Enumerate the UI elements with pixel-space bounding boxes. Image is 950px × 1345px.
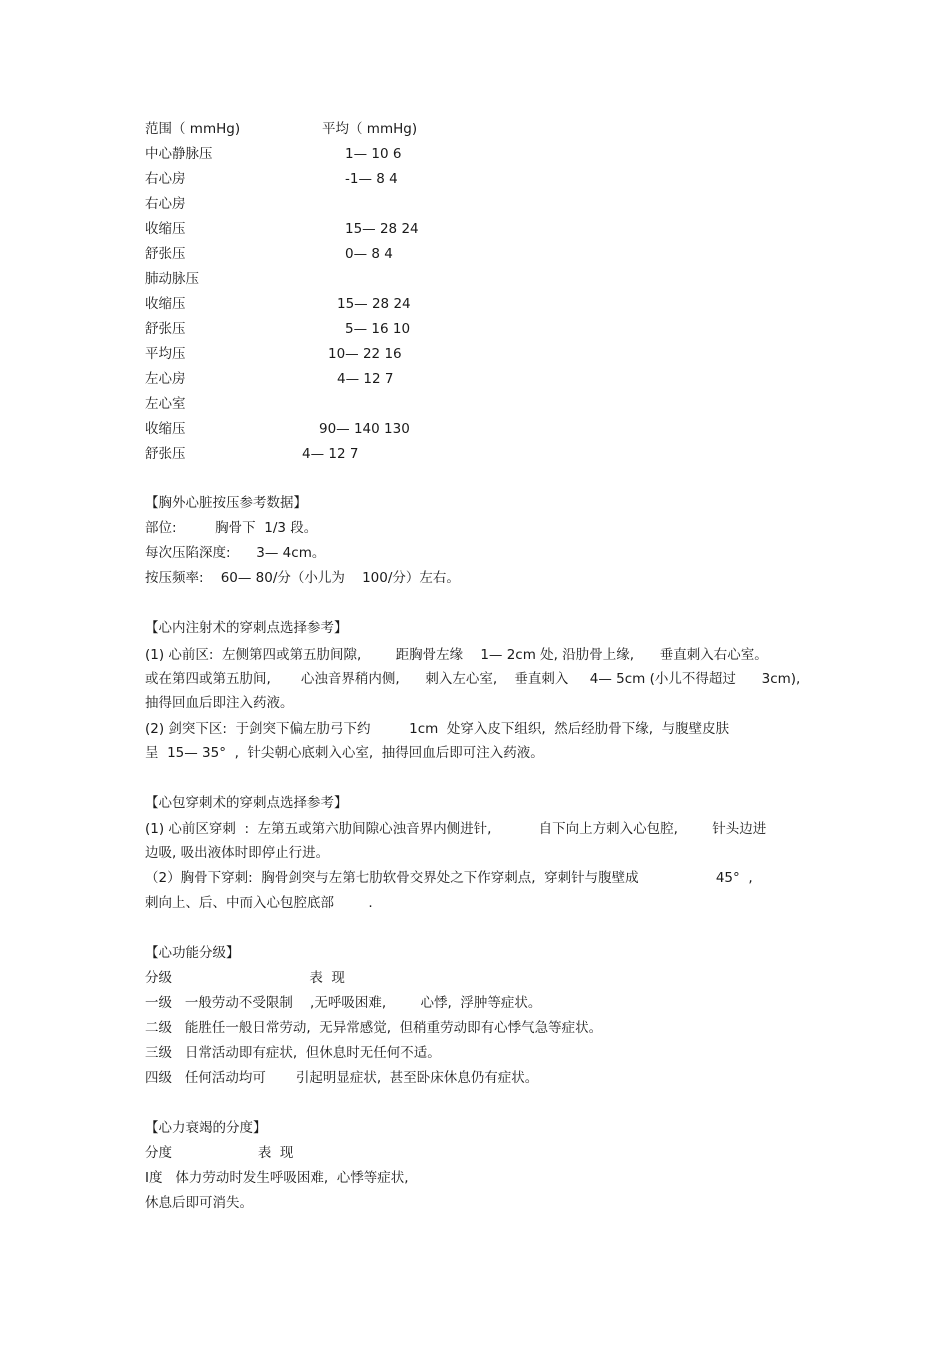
paragraph-line: 刺向上、后、中而入心包腔底部 . bbox=[145, 895, 373, 911]
table-row-value: 4— 12 7 bbox=[337, 371, 394, 387]
table-row-label: 右心房 bbox=[145, 196, 186, 212]
list-item: 一级 一般劳动不受限制 ,无呼吸困难, 心悸, 浮肿等症状。 bbox=[145, 995, 542, 1011]
grade-header: 分级 表 现 bbox=[145, 970, 345, 986]
table-row-value: 1— 10 6 bbox=[345, 146, 402, 162]
paragraph-line: (1) 心前区穿刺 : 左第五或第六肋间隙心浊音界内侧进针, 自下向上方刺入心包腔, 针头边进 bbox=[145, 821, 767, 837]
section-title-heart-failure: 【心力衰竭的分度】 bbox=[145, 1120, 267, 1136]
table-row-value: 15— 28 24 bbox=[345, 221, 419, 237]
list-item: 三级 日常活动即有症状, 但休息时无任何不适。 bbox=[145, 1045, 441, 1061]
table-row-value: 0— 8 4 bbox=[345, 246, 393, 262]
list-item: 二级 能胜任一般日常劳动, 无异常感觉, 但稍重劳动即有心悸气急等症状。 bbox=[145, 1020, 603, 1036]
list-item: Ⅰ度 体力劳动时发生呼吸困难, 心悸等症状, bbox=[145, 1170, 409, 1186]
table-row-value: 4— 12 7 bbox=[302, 446, 359, 462]
table-row-label: 左心室 bbox=[145, 396, 186, 412]
table-header-range: 范围（ mmHg) bbox=[145, 121, 241, 137]
degree-header: 分度 表 现 bbox=[145, 1145, 294, 1161]
paragraph-line: 呈 15— 35° , 针尖朝心底刺入心室, 抽得回血后即可注入药液。 bbox=[145, 745, 544, 761]
paragraph-line: 或在第四或第五肋间, 心浊音界稍内侧, 刺入左心室, 垂直刺入 4— 5cm (小儿不得超过 3cm), bbox=[145, 671, 801, 687]
paragraph-line: （2）胸骨下穿刺: 胸骨剑突与左第七肋软骨交界处之下作穿刺点, 穿刺针与腹壁成 45° , bbox=[145, 870, 753, 886]
list-item: 四级 任何活动均可 引起明显症状, 甚至卧床休息仍有症状。 bbox=[145, 1070, 539, 1086]
cpr-depth: 每次压陷深度: 3— 4cm。 bbox=[145, 545, 326, 561]
table-row-label: 平均压 bbox=[145, 346, 186, 362]
table-row-label: 舒张压 bbox=[145, 321, 186, 337]
section-title-pericardio: 【心包穿刺术的穿刺点选择参考】 bbox=[145, 795, 348, 811]
table-row-label: 肺动脉压 bbox=[145, 271, 199, 287]
table-header-average: 平均（ mmHg) bbox=[322, 121, 418, 137]
cpr-position: 部位: 胸骨下 1/3 段。 bbox=[145, 520, 318, 536]
table-row-label: 中心静脉压 bbox=[145, 146, 213, 162]
table-row-label: 收缩压 bbox=[145, 296, 186, 312]
table-row-label: 右心房 bbox=[145, 171, 186, 187]
section-title-function-grade: 【心功能分级】 bbox=[145, 945, 240, 961]
table-row-label: 左心房 bbox=[145, 371, 186, 387]
table-row-value: 5— 16 10 bbox=[345, 321, 411, 337]
table-row-value: 15— 28 24 bbox=[337, 296, 411, 312]
list-item: 休息后即可消失。 bbox=[145, 1195, 253, 1211]
table-row-value: 90— 140 130 bbox=[319, 421, 410, 437]
paragraph-line: (1) 心前区: 左侧第四或第五肋间隙, 距胸骨左缘 1— 2cm 处, 沿肋骨上缘, 垂直刺入右心室。 bbox=[145, 647, 768, 663]
table-row-value: -1— 8 4 bbox=[345, 171, 398, 187]
paragraph-line: 抽得回血后即注入药液。 bbox=[145, 695, 294, 711]
table-row-label: 舒张压 bbox=[145, 446, 186, 462]
paragraph-line: (2) 剑突下区: 于剑突下偏左肋弓下约 1cm 处穿入皮下组织, 然后经肋骨下缘, 与腹壁皮肤 bbox=[145, 721, 730, 737]
section-title-intracardiac: 【心内注射术的穿刺点选择参考】 bbox=[145, 620, 348, 636]
table-row-value: 10— 22 16 bbox=[328, 346, 402, 362]
cpr-rate: 按压频率: 60— 80/分（小儿为 100/分）左右。 bbox=[145, 570, 460, 586]
paragraph-line: 边吸, 吸出液体时即停止行进。 bbox=[145, 845, 330, 861]
table-row-label: 收缩压 bbox=[145, 421, 186, 437]
table-row-label: 舒张压 bbox=[145, 246, 186, 262]
table-row-label: 收缩压 bbox=[145, 221, 186, 237]
section-title-cpr: 【胸外心脏按压参考数据】 bbox=[145, 495, 307, 511]
